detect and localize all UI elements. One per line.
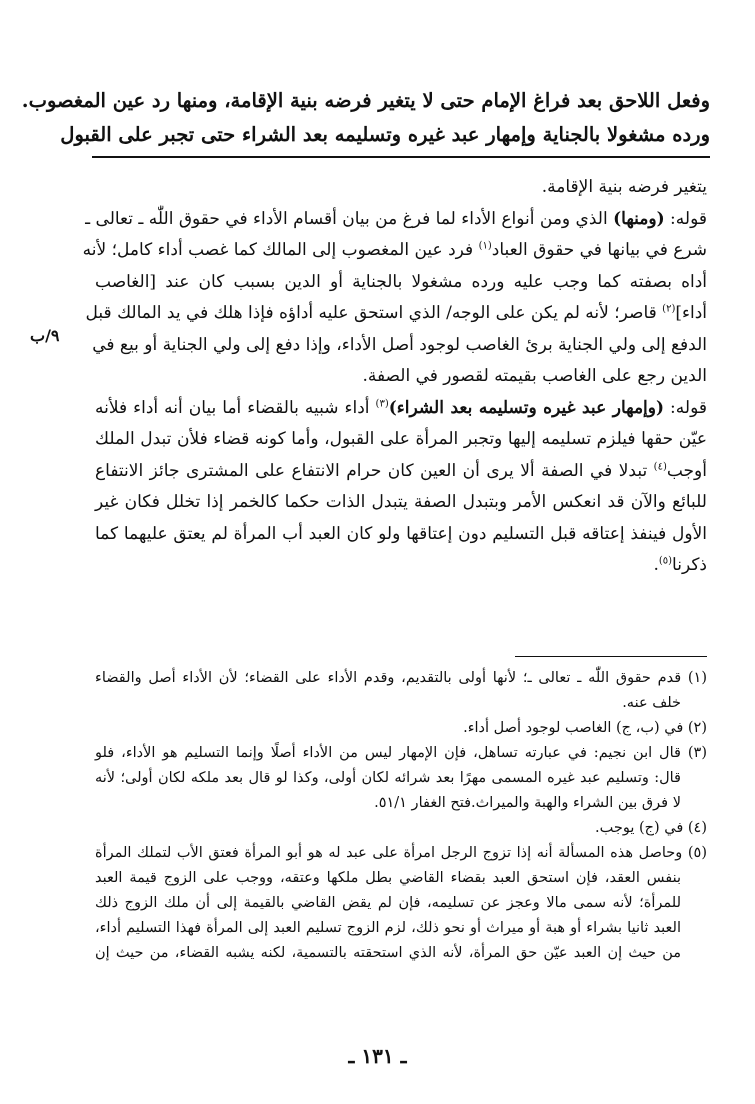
text-run: تبدلا في الصفة ألا يرى أن العين كان حرام الانتفاع على المشترى جائز الانتفاع [95, 460, 654, 481]
text-line [95, 393, 707, 425]
text-line: الدين رجع على الغاصب بقيمته لقصور في الصفة. [362, 366, 707, 386]
footnote-line: (٢) في (ب، ج) الغاصب لوجود أصل أداء. [463, 720, 707, 736]
text-line [85, 298, 707, 330]
footnote-line: العبد ثانيا بشراء أو هبة أو ميراث أو نحو ذلك، لزم الزوج تسليم العبد إلى المرأة فهذا التسليم أداء، [95, 920, 681, 936]
text-run: قوله: [664, 208, 707, 229]
margin-folio-note: ٩/ب [30, 326, 60, 345]
footnote-line: للمرأة؛ لأنه سمى مالا وعجز عن تسليمه، فإن لم يقض القاضي بالقيمة إلى أن ملك الزوج ذلك [95, 895, 681, 911]
footnote-ref: (٣) [375, 397, 389, 409]
footnote-separator [515, 656, 707, 657]
footnote-line: (٥) وحاصل هذه المسألة أنه إذا تزوج الرجل امرأة على عبد له هو أبو المرأة فعتق الأب لتملك المرأة [95, 845, 707, 861]
page-header [21, 84, 710, 158]
main-text [82, 172, 707, 582]
text-line: يتغير فرضه بنية الإقامة. [541, 177, 707, 197]
text-run: أداء شبيه بالقضاء أما بيان أنه أداء فلأنه [95, 397, 376, 418]
text-line: أداه بصفته كما وجب عليه ورده مشغولا بالجناية أو الدين بسبب كان عند [الغاصب [95, 271, 707, 292]
quoted-term: (وإمهار عبد غيره وتسليمه بعد الشراء) [388, 397, 665, 418]
header-rule [92, 156, 710, 158]
footnote-line: (١) قدم حقوق اللّٰه ـ تعالى ـ؛ لأنها أولى بالتقديم، وقدم الأداء على القضاء؛ لأن الأداء أصل والقضاء [95, 670, 707, 686]
footnote-line: لا فرق بين الشراء والهبة والميراث.فتح الغفار ٥١/١. [374, 795, 681, 811]
footnotes [95, 666, 707, 966]
text-line: للبائع والآن قد انعكس الأمر وبتبدل الصفة يتبدل الذات حكما كالخمر إذا تخلل فكان غير [95, 492, 707, 512]
footnote-ref: (٢) [662, 303, 676, 315]
header-line-2: ورده مشغولا بالجناية وإمهار عبد غيره وتسليمه بعد الشراء حتى تجبر على القبول [60, 123, 710, 146]
text-line [85, 204, 707, 236]
text-run: أوجب [666, 460, 707, 481]
text-run: ذكرنا [672, 555, 707, 575]
text-run: الذي ومن أنواع الأداء لما فرغ من بيان أقسام الأداء في حقوق اللّٰه ـ تعالى ـ [85, 208, 614, 229]
footnote-ref: (٥) [658, 555, 673, 567]
footnote-line: (٣) قال ابن نجيم: في عبارته تساهل، فإن الإمهار ليس من الأداء أصلًا وإنما التسليم هو الأداء، فلو [95, 745, 707, 761]
text-line [95, 550, 707, 582]
text-line: عيّن حقها فيلزم تسليمه إليها وتجبر المرأة على القبول، وأما كونه قضاء فلأن تبدل الملك [95, 429, 707, 449]
quoted-term: (ومنها) [613, 208, 665, 229]
text-run: أداء] [675, 303, 707, 323]
text-run: فرد عين المغصوب إلى المالك كما غصب أداء كامل؛ لأنه [82, 240, 479, 260]
footnote-line: قال: وتسليم عبد غيره المسمى مهرًا بعد شرائه لكان أولى، وكذا لو قال بعد ملكه لكان أولى؛ لأنه [95, 770, 681, 786]
footnote-line: من حيث إن العبد عيّن حق المرأة، لأنه الذي استحقته بالتسمية، لكنه يشبه القضاء، من حيث إن [95, 945, 681, 961]
text-line [95, 456, 707, 488]
text-line: الدفع إلى ولي الجناية برئ الغاصب لوجود أصل الأداء، وإذا دفع إلى ولي الجناية أو بيع في [92, 334, 707, 355]
footnote-ref: (١) [478, 240, 492, 252]
footnote-line: خلف عنه. [622, 695, 681, 711]
text-run: شرع في بيانها في حقوق العباد [491, 240, 707, 260]
text-line [82, 235, 707, 267]
footnote-line: (٤) في (ج) يوجب. [595, 820, 707, 836]
text-line: الأول فينفذ إعتاقه قبل التسليم دون إعتاقها ولو كان العبد أب المرأة لم يعتق عليهما كما [95, 523, 707, 544]
text-run: قوله: [664, 397, 707, 418]
header-line-1: وفعل اللاحق بعد فراغ الإمام حتى لا يتغير فرضه بنية الإقامة، ومنها رد عين المغصوب. [21, 89, 710, 112]
footnote-line: بنفس العقد، فإن استحق العبد بقضاء القاضي بطل ملكها وعتقه، ووجب على الزوج قيمة العبد [95, 870, 681, 886]
page-number: ـ ١٣١ ـ [348, 1044, 407, 1068]
text-run: . [653, 555, 659, 575]
footnote-ref: (٤) [653, 460, 667, 472]
text-run: قاصر؛ لأنه لم يكن على الوجه/ الذي استحق عليه أداؤه فإذا هلك في يد المالك قبل [85, 303, 663, 323]
